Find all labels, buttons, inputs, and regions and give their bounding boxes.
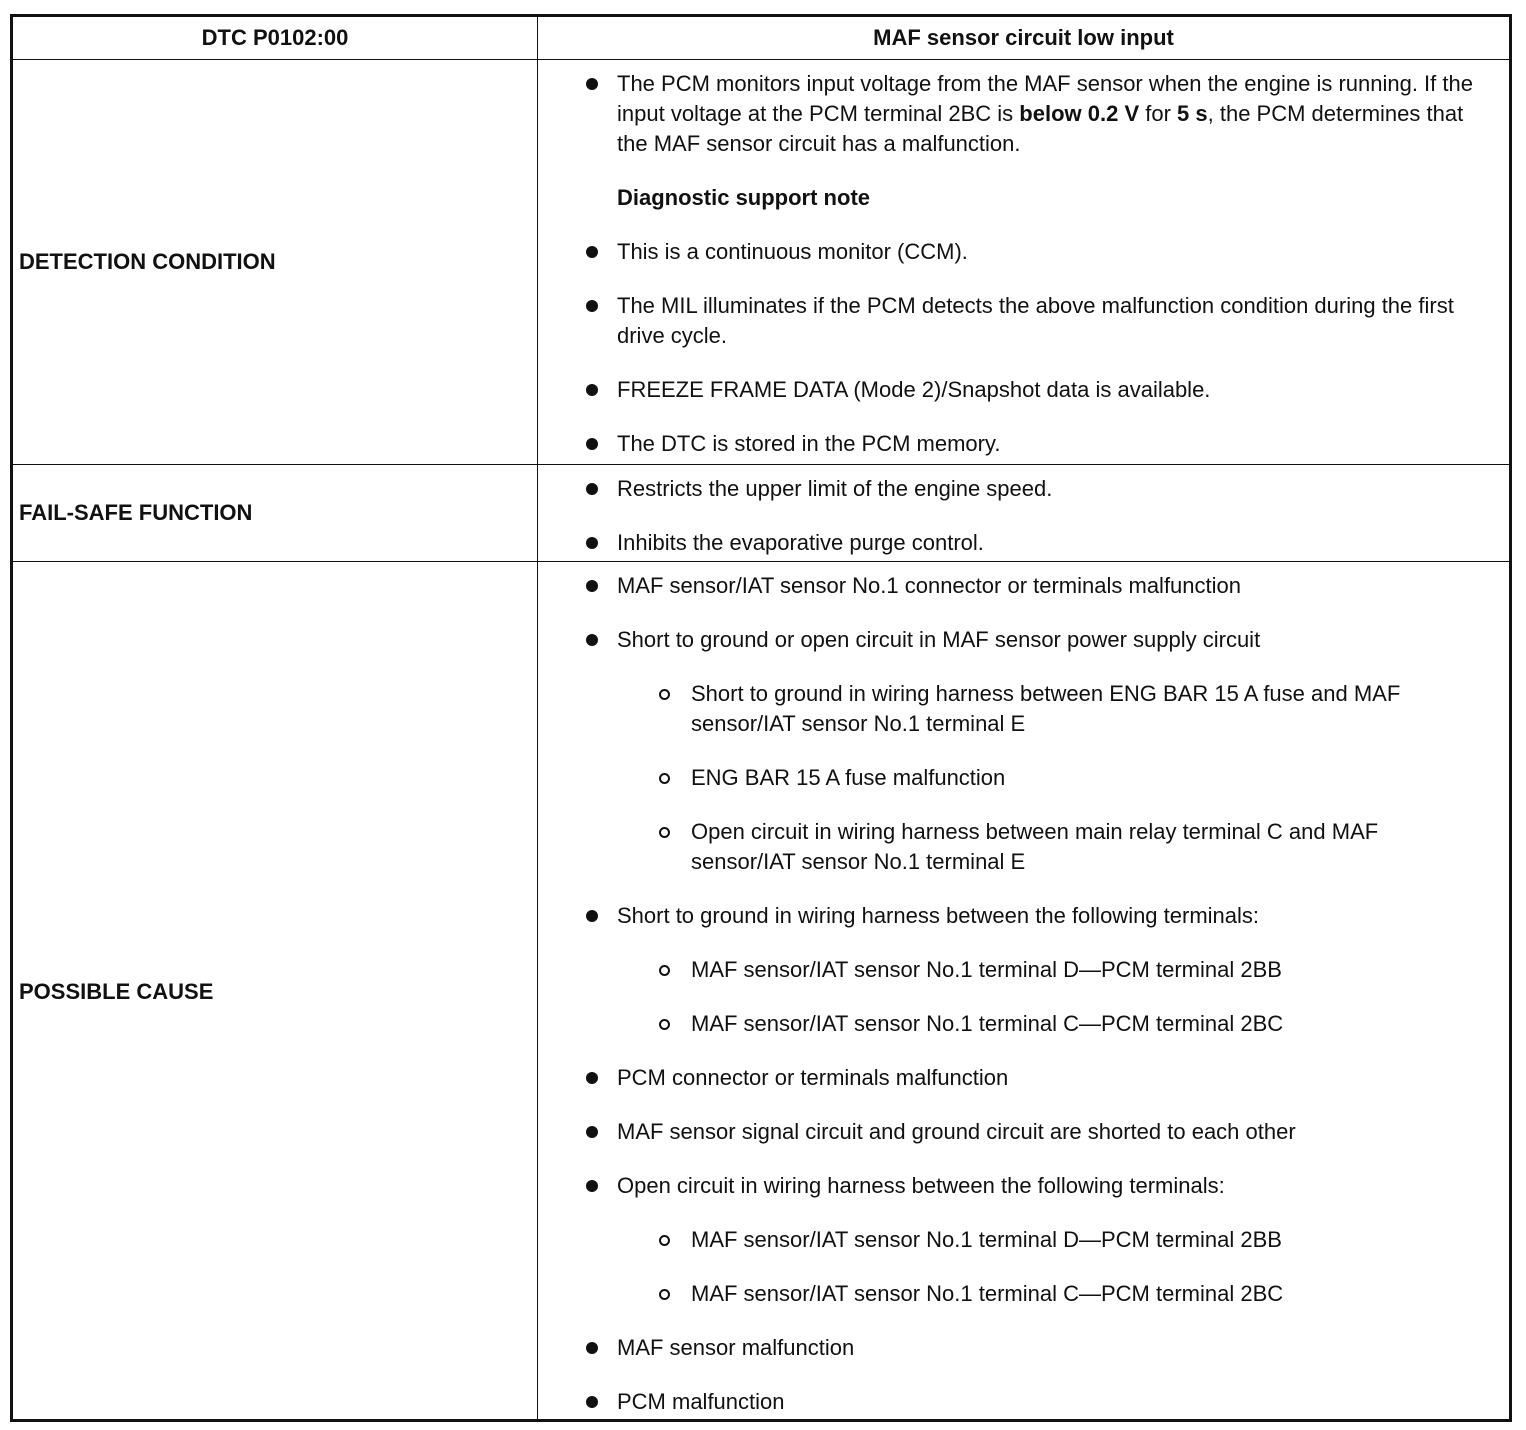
detection-duration: 5 s — [1177, 101, 1208, 126]
diagnostic-support-note-heading: Diagnostic support note — [617, 185, 870, 210]
detection-condition-list — [538, 60, 1509, 459]
filled-bullet-icon — [586, 537, 598, 549]
list-item-text: FREEZE FRAME DATA (Mode 2)/Snapshot data is available. — [617, 377, 1211, 402]
filled-bullet-icon — [586, 1126, 598, 1138]
list-item-text: MAF sensor/IAT sensor No.1 terminal D—PCM terminal 2BB — [691, 1227, 1282, 1252]
hollow-bullet-icon — [659, 965, 670, 976]
list-item — [538, 291, 1479, 351]
possible-cause-list — [538, 562, 1509, 1417]
list-item-text: MAF sensor/IAT sensor No.1 terminal D—PCM terminal 2BB — [691, 957, 1282, 982]
detection-condition-content — [538, 60, 1509, 464]
filled-bullet-icon — [586, 910, 598, 922]
filled-bullet-icon — [586, 1396, 598, 1408]
filled-bullet-icon — [586, 438, 598, 450]
sub-list-item — [538, 763, 1479, 793]
list-item-text: PCM connector or terminals malfunction — [617, 1065, 1009, 1090]
list-item — [538, 1117, 1479, 1147]
hollow-bullet-icon — [659, 1019, 670, 1030]
filled-bullet-icon — [586, 634, 598, 646]
fail-safe-function-row — [13, 464, 1509, 561]
list-item — [538, 1063, 1479, 1093]
list-item-text: MAF sensor malfunction — [617, 1335, 855, 1360]
fail-safe-function-content — [538, 465, 1509, 561]
detection-text-b: for — [1139, 101, 1178, 126]
hollow-bullet-icon — [659, 1235, 670, 1246]
filled-bullet-icon — [586, 1072, 598, 1084]
list-item-text: Short to ground or open circuit in MAF sensor power supply circuit — [617, 627, 1261, 652]
detection-text-c: , the PCM determines that the MAF sensor circuit has a malfunction. — [617, 101, 1464, 156]
list-item-text: The MIL illuminates if the PCM detects the above malfunction condition during the first drive cycle. — [617, 293, 1454, 348]
list-item-text: ENG BAR 15 A fuse malfunction — [691, 765, 1006, 790]
filled-bullet-icon — [586, 1342, 598, 1354]
list-item-text: Open circuit in wiring harness between the following terminals: — [617, 1173, 1225, 1198]
detection-condition-label: DETECTION CONDITION — [19, 249, 276, 274]
list-item — [538, 474, 1479, 504]
list-item-text: MAF sensor/IAT sensor No.1 connector or terminals malfunction — [617, 573, 1241, 598]
filled-bullet-icon — [586, 300, 598, 312]
sub-list-item — [538, 817, 1479, 877]
list-item-text: MAF sensor/IAT sensor No.1 terminal C—PCM terminal 2BC — [691, 1281, 1284, 1306]
list-item-text: MAF sensor/IAT sensor No.1 terminal C—PCM terminal 2BC — [691, 1011, 1284, 1036]
list-item — [538, 69, 1479, 159]
detection-condition-row — [13, 59, 1509, 464]
fail-safe-function-label: FAIL-SAFE FUNCTION — [19, 500, 253, 525]
list-item — [538, 528, 1479, 558]
possible-cause-row — [13, 561, 1509, 1422]
dtc-description: MAF sensor circuit low input — [873, 25, 1174, 50]
list-item-text: This is a continuous monitor (CCM). — [617, 239, 968, 264]
possible-cause-content — [538, 562, 1509, 1422]
list-item-text: Short to ground in wiring harness between the following terminals: — [617, 903, 1260, 928]
sub-list-item — [538, 1279, 1479, 1309]
possible-cause-label: POSSIBLE CAUSE — [19, 979, 214, 1004]
dtc-table — [10, 14, 1512, 1422]
list-item — [538, 429, 1479, 459]
dtc-code: DTC P0102:00 — [201, 25, 349, 50]
filled-bullet-icon — [586, 483, 598, 495]
list-item — [538, 237, 1479, 267]
list-item — [538, 1171, 1479, 1201]
sub-list-item — [538, 679, 1479, 739]
filled-bullet-icon — [586, 580, 598, 592]
list-item — [538, 901, 1479, 931]
list-item — [538, 1333, 1479, 1363]
filled-bullet-icon — [586, 1180, 598, 1192]
list-item-text: PCM malfunction — [617, 1389, 785, 1414]
sub-list-item — [538, 1225, 1479, 1255]
hollow-bullet-icon — [659, 689, 670, 700]
list-item — [538, 375, 1479, 405]
hollow-bullet-icon — [659, 827, 670, 838]
header-row — [13, 17, 1509, 59]
list-item — [538, 571, 1479, 601]
hollow-bullet-icon — [659, 773, 670, 784]
voltage-threshold: below 0.2 V — [1019, 101, 1140, 126]
sub-list-item — [538, 955, 1479, 985]
list-item-text: MAF sensor signal circuit and ground circuit are shorted to each other — [617, 1119, 1296, 1144]
fail-safe-function-list — [538, 465, 1509, 558]
list-item-text: Short to ground in wiring harness between ENG BAR 15 A fuse and MAF sensor/IAT sensor No.1 terminal E — [691, 681, 1401, 736]
list-item-text: Inhibits the evaporative purge control. — [617, 530, 984, 555]
list-item-text: The DTC is stored in the PCM memory. — [617, 431, 1001, 456]
list-item — [538, 625, 1479, 655]
list-item-text: Restricts the upper limit of the engine speed. — [617, 476, 1053, 501]
filled-bullet-icon — [586, 384, 598, 396]
sub-list-item — [538, 1009, 1479, 1039]
list-item-text: Open circuit in wiring harness between main relay terminal C and MAF sensor/IAT sensor No.1 terminal E — [691, 819, 1379, 874]
detection-text-a: The PCM monitors input voltage from the MAF sensor when the engine is running. If the input voltage at the PCM terminal 2BC is — [617, 71, 1473, 126]
filled-bullet-icon — [586, 78, 598, 90]
list-item — [538, 1387, 1479, 1417]
filled-bullet-icon — [586, 246, 598, 258]
hollow-bullet-icon — [659, 1289, 670, 1300]
